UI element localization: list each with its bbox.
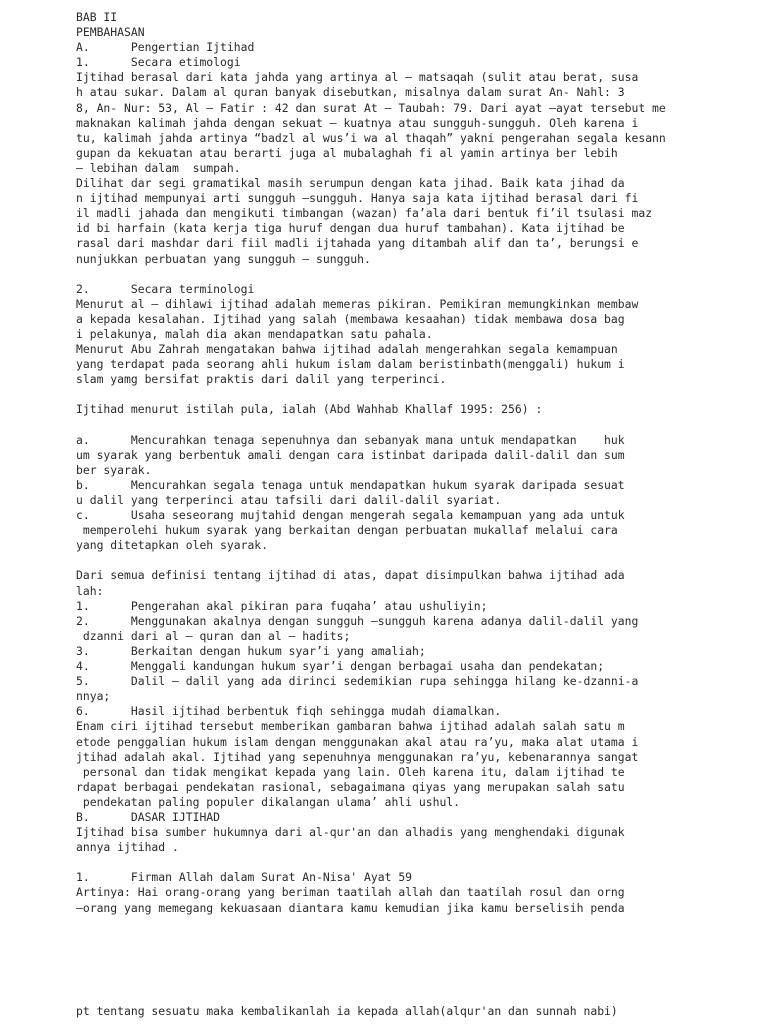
text-line: Ijtihad menurut istilah pula, ialah (Abd Wahhab Khallaf 1995: 256) : (76, 402, 543, 417)
text-line: i pelakunya, malah dia akan mendapatkan satu pahala. (76, 326, 433, 341)
text-line: um syarak yang berbentuk amali dengan cara istinbat daripada dalil-dalil dan sum (76, 447, 625, 462)
text-line: id bi harfain (kata kerja tiga huruf dengan dua huruf tambahan). Kata ijtihad be (76, 221, 625, 236)
text-line: B. DASAR IJTIHAD (76, 809, 221, 824)
continued-text-line: pt tentang sesuatu maka kembalikanlah ia kepada allah(alqur'an dan sunnah nabi) (76, 1004, 618, 1018)
text-line: il madli jahada dan mengikuti timbangan (wazan) fa’ala dari bentuk fi’il tsulasi maz (76, 206, 653, 221)
text-line: Dari semua definisi tentang ijtihad di atas, dapat disimpulkan bahwa ijtihad ada (76, 568, 625, 583)
text-line: 1. Secara etimologi (76, 55, 241, 70)
text-line: –orang yang memegang kekuasaan diantara kamu kemudian jika kamu berselisih penda (76, 900, 625, 915)
text-line: nunjukkan perbuatan yang sungguh – sungguh. (76, 251, 371, 266)
text-line: Ijtihad berasal dari kata jahda yang artinya al – matsaqah (sulit atau berat, susa (76, 70, 639, 85)
text-line: dzanni dari al – quran dan al – hadits; (76, 628, 351, 643)
text-line: annya ijtihad . (76, 840, 179, 855)
document-body (76, 10, 756, 916)
text-line: 1. Pengerahan akal pikiran para fuqaha’ atau ushuliyin; (76, 598, 488, 613)
text-line: nnya; (76, 689, 111, 704)
text-line: yang ditetapkan oleh syarak. (76, 538, 269, 553)
text-line: tu, kalimah jahda artinya “badzl al wus’i wa al thaqah” yakni pengerahan segala kesann (76, 130, 666, 145)
text-line: etode penggalian hukum islam dengan menggunakan akal atau ra’yu, maka alat utama i (76, 734, 639, 749)
text-line: ber syarak. (76, 462, 152, 477)
text-line: 6. Hasil ijtihad berbentuk fiqh sehingga mudah diamalkan. (76, 704, 502, 719)
text-line: gupan da kekuatan atau berarti juga al mubalaghah fi al yamin artinya ber lebih (76, 145, 618, 160)
text-line: BAB II (76, 10, 118, 24)
text-line (76, 267, 756, 282)
text-line: slam yamg bersifat praktis dari dalil yang terperinci. (76, 372, 447, 387)
text-line: rdapat berbagai pendekatan rasional, sebagaimana qiyas yang merupakan salah satu (76, 779, 625, 794)
text-line: a kepada kesalahan. Ijtihad yang salah (membawa kesaahan) tidak membawa dosa bag (76, 311, 625, 326)
text-line: u dalil yang terperinci atau tafsili dari dalil-dalil syariat. (76, 493, 502, 507)
text-line: Menurut al – dihlawi ijtihad adalah memeras pikiran. Pemikiran memungkinkan membaw (76, 296, 639, 311)
text-line: Enam ciri ijtihad tersebut memberikan gambaran bahwa ijtihad adalah salah satu m (76, 719, 625, 734)
text-line: yang terdapat pada seorang ahli hukum islam dalam beristinbath(menggali) hukum i (76, 357, 625, 372)
text-line: rasal dari mashdar dari fiil madli ijtahada yang ditambah alif dan ta’, berungsi e (76, 236, 639, 251)
text-line (76, 855, 756, 870)
text-line: Ijtihad bisa sumber hukumnya dari al-qur'an dan alhadis yang menghendaki digunak (76, 825, 625, 840)
text-line: jtihad adalah akal. Ijtihad yang sepenuhnya menggunakan ra’yu, kebenarannya sangat (76, 749, 639, 764)
text-line: 4. Menggali kandungan hukum syar’i dengan berbagai usaha dan pendekatan; (76, 659, 605, 674)
text-line: 2. Secara terminologi (76, 281, 255, 296)
text-line: pendekatan paling populer dikalangan ulama’ ahli ushul. (76, 794, 461, 809)
text-line: h atau sukar. Dalam al quran banyak disebutkan, misalnya dalam surat An- Nahl: 3 (76, 85, 625, 100)
text-line: – lebihan dalam sumpah. (76, 160, 241, 175)
text-line: Artinya: Hai orang-orang yang beriman taatilah allah dan taatilah rosul dan orng (76, 885, 625, 900)
text-line: A. Pengertian Ijtihad (76, 40, 255, 55)
text-line: personal dan tidak mengikat kepada yang lain. Oleh karena itu, dalam ijtihad te (76, 764, 625, 779)
text-line: PEMBAHASAN (76, 25, 145, 40)
text-line: 8, An- Nur: 53, Al – Fatir : 42 dan surat At – Taubah: 79. Dari ayat –ayat tersebut me (76, 100, 666, 115)
text-line: n ijtihad mempunyai arti sungguh –sungguh. Hanya saja kata ijtihad berasal dari fi (76, 191, 639, 206)
text-line: a. Mencurahkan tenaga sepenuhnya dan sebanyak mana untuk mendapatkan huk (76, 432, 625, 447)
text-line: lah: (76, 583, 104, 598)
text-line: Dilihat dar segi gramatikal masih serumpun dengan kata jihad. Baik kata jihad da (76, 176, 625, 191)
text-line: 3. Berkaitan dengan hukum syar’i yang amaliah; (76, 643, 426, 658)
text-line: 5. Dalil – dalil yang ada dirinci sedemikian rupa sehingga hilang ke-dzanni-a (76, 674, 639, 689)
text-line: maknakan kalimah jahda dengan sekuat – kuatnya atau sungguh-sungguh. Oleh karena i (76, 115, 639, 130)
text-line: 1. Firman Allah dalam Surat An-Nisa' Ayat 59 (76, 870, 413, 885)
text-line (76, 553, 756, 568)
text-line: Menurut Abu Zahrah mengatakan bahwa ijtihad adalah mengerahkan segala kemampuan (76, 342, 618, 357)
text-line: c. Usaha seseorang mujtahid dengan mengerah segala kemampuan yang ada untuk (76, 508, 625, 523)
text-line: 2. Menggunakan akalnya dengan sungguh –sungguh karena adanya dalil-dalil yang (76, 613, 639, 628)
text-line (76, 418, 756, 433)
text-line (76, 387, 756, 402)
text-line: memperolehi hukum syarak yang berkaitan dengan perbuatan mukallaf melalui cara (76, 523, 618, 538)
text-line: b. Mencurahkan segala tenaga untuk mendapatkan hukum syarak daripada sesuat (76, 477, 625, 492)
